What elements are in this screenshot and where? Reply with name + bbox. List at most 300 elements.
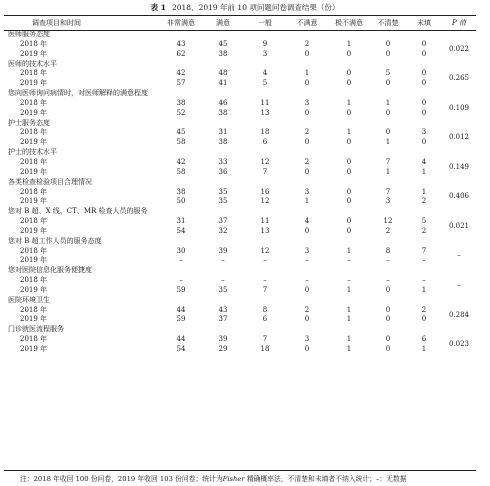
table-row — [4, 128, 476, 138]
header-satisfied: 满意 — [216, 19, 230, 27]
value-cell: 0 — [385, 305, 391, 314]
year-label: 2018 年 — [20, 276, 48, 285]
empty-cell — [244, 89, 286, 99]
value-cell: 42 — [176, 157, 186, 166]
group-title-row — [4, 89, 476, 99]
year-label: 2019 年 — [20, 49, 48, 58]
empty-cell — [406, 325, 442, 335]
table-row — [4, 286, 476, 296]
value-cell: 6 — [262, 138, 268, 147]
value-cell: 1 — [346, 285, 352, 294]
empty-cell — [286, 119, 328, 129]
table-row — [4, 197, 476, 207]
empty-cell — [244, 325, 286, 335]
bottom-rule — [4, 470, 476, 471]
empty-cell — [328, 60, 370, 70]
value-cell: 2 — [421, 197, 427, 206]
empty-cell — [370, 325, 406, 335]
value-cell: 2 — [385, 226, 391, 235]
value-cell: 0 — [421, 39, 427, 48]
value-cell: 62 — [176, 49, 186, 58]
empty-cell — [202, 207, 244, 217]
value-cell: 0 — [346, 187, 352, 196]
empty-cell — [286, 30, 328, 40]
value-cell: 0 — [304, 108, 310, 117]
empty-cell — [442, 325, 476, 335]
value-cell: 18 — [260, 345, 270, 353]
value-cell: 4 — [304, 217, 310, 226]
value-cell: 1 — [421, 285, 427, 294]
value-cell: 8 — [262, 305, 268, 314]
value-cell: 4 — [262, 69, 268, 78]
note-fisher: Fisher — [222, 475, 245, 483]
value-cell: 35 — [218, 285, 228, 294]
empty-cell — [244, 30, 286, 40]
empty-cell — [160, 119, 202, 129]
empty-cell — [406, 266, 442, 276]
empty-cell — [370, 60, 406, 70]
value-cell: 3 — [262, 49, 268, 58]
value-cell: 1 — [346, 246, 352, 255]
table-note — [20, 474, 407, 484]
value-cell: 0 — [304, 167, 310, 176]
value-cell: 11 — [260, 98, 270, 107]
empty-cell — [160, 266, 202, 276]
value-cell: 1 — [304, 69, 310, 78]
value-cell: 33 — [218, 157, 228, 166]
value-cell: 0 — [385, 79, 391, 88]
value-cell: 1 — [346, 128, 352, 137]
empty-cell — [442, 237, 476, 247]
empty-cell — [286, 89, 328, 99]
value-cell: 9 — [262, 39, 268, 48]
value-cell: 46 — [218, 98, 228, 107]
value-cell: 7 — [262, 285, 268, 294]
empty-cell — [406, 60, 442, 70]
value-cell: – — [422, 276, 426, 285]
value-cell: 0 — [421, 108, 427, 117]
value-cell: 31 — [218, 128, 228, 137]
empty-cell — [370, 237, 406, 247]
value-cell: 32 — [218, 226, 228, 235]
empty-cell — [328, 119, 370, 129]
value-cell: 1 — [385, 167, 391, 176]
table-caption — [0, 2, 490, 13]
p-value: 0.149 — [448, 162, 470, 171]
empty-cell — [244, 60, 286, 70]
header-unfilled: 未填 — [417, 19, 431, 27]
value-cell: – — [386, 256, 390, 265]
value-cell: 35 — [218, 187, 228, 196]
empty-cell — [244, 148, 286, 158]
value-cell: 6 — [421, 335, 427, 344]
empty-cell — [202, 266, 244, 276]
value-cell: 3 — [304, 98, 310, 107]
year-label: 2018 年 — [20, 69, 48, 78]
group-title-row — [4, 207, 476, 217]
p-value: 0.021 — [448, 221, 470, 230]
group-title-row — [4, 119, 476, 129]
value-cell: 1 — [385, 138, 391, 147]
year-label: 2019 年 — [20, 285, 48, 294]
value-cell: 1 — [346, 345, 352, 353]
value-cell: – — [263, 256, 267, 265]
value-cell: 50 — [176, 197, 186, 206]
header-very-dissatisfied: 极不满意 — [335, 19, 363, 27]
table-row — [4, 109, 476, 119]
empty-cell — [370, 30, 406, 40]
value-cell: – — [422, 256, 426, 265]
empty-cell — [286, 178, 328, 188]
value-cell: – — [179, 256, 183, 265]
group-title: 医师的技术水平 — [8, 59, 57, 68]
header-row — [4, 16, 476, 30]
value-cell: 16 — [260, 187, 270, 196]
value-cell: 0 — [304, 345, 310, 353]
p-value: 0.284 — [448, 310, 470, 319]
value-cell: 0 — [421, 69, 427, 78]
value-cell: 6 — [262, 315, 268, 324]
group-title-row — [4, 30, 476, 40]
table-row — [4, 168, 476, 178]
empty-cell — [406, 148, 442, 158]
empty-cell — [160, 207, 202, 217]
table-row — [4, 188, 476, 198]
table-title: 2018、2019 年前 10 项问题问卷调查结果（份） — [171, 3, 340, 12]
value-cell: 1 — [346, 315, 352, 324]
empty-cell — [202, 237, 244, 247]
value-cell: 3 — [385, 197, 391, 206]
value-cell: – — [305, 256, 309, 265]
group-title: 护士的技术水平 — [8, 148, 57, 157]
table-row — [4, 306, 476, 316]
empty-cell — [328, 148, 370, 158]
empty-cell — [406, 178, 442, 188]
value-cell: 0 — [304, 49, 310, 58]
value-cell: 52 — [176, 108, 186, 117]
group-title-row — [4, 148, 476, 158]
value-cell: – — [347, 256, 351, 265]
year-label: 2019 年 — [20, 79, 48, 88]
year-label: 2019 年 — [20, 197, 48, 206]
empty-cell — [160, 89, 202, 99]
value-cell: 7 — [421, 246, 427, 255]
empty-cell — [244, 296, 286, 306]
value-cell: 0 — [385, 345, 391, 353]
value-cell: 12 — [260, 197, 270, 206]
table-row — [4, 79, 476, 89]
p-value: 0.406 — [448, 192, 470, 201]
empty-cell — [442, 60, 476, 70]
empty-cell — [244, 119, 286, 129]
group-title: 各类检查检验项目合理情况 — [8, 177, 92, 186]
empty-cell — [370, 119, 406, 129]
value-cell: 45 — [176, 128, 186, 137]
empty-cell — [442, 207, 476, 217]
table-row — [4, 276, 476, 286]
value-cell: 13 — [260, 108, 270, 117]
header-dissatisfied: 不满意 — [296, 19, 318, 27]
value-cell: 2 — [304, 305, 310, 314]
survey-results-table — [4, 16, 476, 355]
empty-cell — [328, 178, 370, 188]
value-cell: 1 — [346, 98, 352, 107]
group-title: 门诊就医流程服务 — [8, 325, 64, 334]
value-cell: 0 — [346, 79, 352, 88]
note-suffix: 精确概率法，不清楚和未填者不纳入统计；–：无数据 — [244, 475, 407, 483]
empty-cell — [442, 148, 476, 158]
empty-cell — [328, 30, 370, 40]
table-row — [4, 50, 476, 60]
empty-cell — [202, 60, 244, 70]
value-cell: 57 — [176, 79, 186, 88]
empty-cell — [328, 325, 370, 335]
empty-cell — [442, 30, 476, 40]
table-row — [4, 345, 476, 355]
value-cell: 0 — [346, 108, 352, 117]
value-cell: 43 — [176, 39, 186, 48]
year-label: 2019 年 — [20, 108, 48, 117]
value-cell: 30 — [176, 246, 186, 255]
value-cell: 29 — [218, 345, 228, 353]
empty-cell — [244, 237, 286, 247]
value-cell: 0 — [385, 285, 391, 294]
table-row — [4, 69, 476, 79]
value-cell: 2 — [304, 39, 310, 48]
value-cell: 43 — [218, 305, 228, 314]
value-cell: 1 — [346, 39, 352, 48]
value-cell: 0 — [346, 138, 352, 147]
empty-cell — [406, 207, 442, 217]
value-cell: 1 — [304, 197, 310, 206]
value-cell: 0 — [304, 285, 310, 294]
empty-cell — [244, 178, 286, 188]
value-cell: 37 — [218, 315, 228, 324]
value-cell: 0 — [346, 217, 352, 226]
value-cell: – — [179, 276, 183, 285]
value-cell: 0 — [385, 128, 391, 137]
value-cell: 0 — [385, 39, 391, 48]
empty-cell — [328, 237, 370, 247]
value-cell: 7 — [385, 157, 391, 166]
group-title-row — [4, 325, 476, 335]
value-cell: 0 — [421, 79, 427, 88]
table-row — [4, 227, 476, 237]
value-cell: 12 — [383, 217, 393, 226]
value-cell: 38 — [218, 138, 228, 147]
value-cell: 0 — [385, 108, 391, 117]
group-title-row — [4, 296, 476, 306]
value-cell: 0 — [385, 335, 391, 344]
empty-cell — [406, 119, 442, 129]
year-label: 2019 年 — [20, 315, 48, 324]
empty-cell — [370, 296, 406, 306]
value-cell: 2 — [421, 226, 427, 235]
empty-cell — [406, 296, 442, 306]
empty-cell — [244, 207, 286, 217]
value-cell: 38 — [176, 98, 186, 107]
empty-cell — [202, 178, 244, 188]
year-label: 2019 年 — [20, 256, 48, 265]
group-title-row — [4, 60, 476, 70]
empty-cell — [370, 207, 406, 217]
value-cell: 1 — [385, 98, 391, 107]
value-cell: 1 — [421, 167, 427, 176]
value-cell: 0 — [346, 226, 352, 235]
p-value: 0.022 — [448, 44, 470, 53]
value-cell: 0 — [346, 157, 352, 166]
year-label: 2018 年 — [20, 187, 48, 196]
empty-cell — [160, 296, 202, 306]
empty-cell — [370, 148, 406, 158]
empty-cell — [202, 148, 244, 158]
header-unclear: 不清楚 — [377, 19, 399, 27]
value-cell: 3 — [304, 187, 310, 196]
year-label: 2019 年 — [20, 138, 48, 147]
value-cell: – — [221, 276, 225, 285]
value-cell: 2 — [304, 128, 310, 137]
value-cell: 39 — [218, 335, 228, 344]
value-cell: – — [386, 276, 390, 285]
header-very-satisfied: 非常满意 — [167, 19, 195, 27]
empty-cell — [328, 207, 370, 217]
value-cell: 3 — [304, 335, 310, 344]
value-cell: 37 — [218, 217, 228, 226]
value-cell: – — [305, 276, 309, 285]
year-label: 2019 年 — [20, 226, 48, 235]
year-label: 2018 年 — [20, 98, 48, 107]
year-label: 2018 年 — [20, 246, 48, 255]
value-cell: 13 — [260, 226, 270, 235]
empty-cell — [442, 266, 476, 276]
table-row — [4, 217, 476, 227]
year-label: 2018 年 — [20, 128, 48, 137]
value-cell: 5 — [421, 217, 427, 226]
value-cell: 11 — [260, 217, 270, 226]
group-title-row — [4, 178, 476, 188]
empty-cell — [202, 119, 244, 129]
value-cell: 0 — [421, 49, 427, 58]
table-row — [4, 335, 476, 345]
table-row — [4, 256, 476, 266]
empty-cell — [442, 89, 476, 99]
group-title-row — [4, 266, 476, 276]
empty-cell — [406, 30, 442, 40]
year-label: 2018 年 — [20, 305, 48, 314]
value-cell: 0 — [346, 49, 352, 58]
value-cell: 0 — [346, 69, 352, 78]
value-cell: 31 — [176, 217, 186, 226]
table-row — [4, 138, 476, 148]
header-p-value: P 值 — [452, 19, 466, 27]
value-cell: 5 — [262, 79, 268, 88]
note-prefix: 注：2018 年收回 100 份问卷，2019 年收回 103 份问卷；统计为 — [20, 475, 223, 483]
value-cell: 39 — [218, 246, 228, 255]
empty-cell — [202, 296, 244, 306]
empty-cell — [286, 60, 328, 70]
value-cell: 0 — [421, 98, 427, 107]
value-cell: 0 — [421, 315, 427, 324]
value-cell: 7 — [385, 187, 391, 196]
empty-cell — [202, 89, 244, 99]
empty-cell — [160, 237, 202, 247]
value-cell: 2 — [304, 157, 310, 166]
year-label: 2018 年 — [20, 157, 48, 166]
p-value: 0.109 — [448, 103, 470, 112]
value-cell: 54 — [176, 345, 186, 353]
empty-cell — [328, 266, 370, 276]
value-cell: 38 — [176, 187, 186, 196]
value-cell: 4 — [421, 157, 427, 166]
year-label: 2018 年 — [20, 335, 48, 344]
group-title: 您向医师询问病情时，对医师解释的满意程度 — [8, 89, 148, 98]
p-value: – — [457, 281, 461, 290]
value-cell: 8 — [385, 246, 391, 255]
value-cell: 1 — [421, 187, 427, 196]
p-value: 0.023 — [448, 340, 470, 349]
value-cell: 0 — [346, 197, 352, 206]
value-cell: – — [263, 276, 267, 285]
year-label: 2018 年 — [20, 217, 48, 226]
empty-cell — [370, 178, 406, 188]
value-cell: 5 — [385, 69, 391, 78]
empty-cell — [406, 237, 442, 247]
empty-cell — [406, 89, 442, 99]
group-title: 您对 B 超工作人员的服务态度 — [8, 236, 102, 245]
empty-cell — [442, 296, 476, 306]
value-cell: 7 — [262, 335, 268, 344]
empty-cell — [286, 237, 328, 247]
header-neutral: 一般 — [258, 19, 272, 27]
empty-cell — [370, 89, 406, 99]
empty-cell — [160, 325, 202, 335]
value-cell: 0 — [346, 167, 352, 176]
empty-cell — [442, 178, 476, 188]
empty-cell — [286, 148, 328, 158]
value-cell: 44 — [176, 335, 186, 344]
value-cell: 59 — [176, 285, 186, 294]
value-cell: 1 — [346, 335, 352, 344]
value-cell: 0 — [304, 138, 310, 147]
value-cell: 0 — [304, 315, 310, 324]
empty-cell — [160, 178, 202, 188]
value-cell: 38 — [218, 49, 228, 58]
empty-cell — [286, 266, 328, 276]
table-row — [4, 158, 476, 168]
group-title: 您对医院信息化服务便捷度 — [8, 266, 92, 275]
table-row — [4, 40, 476, 50]
table-row — [4, 247, 476, 257]
empty-cell — [244, 266, 286, 276]
value-cell: 36 — [218, 167, 228, 176]
value-cell: 38 — [218, 108, 228, 117]
group-title: 医师服务态度 — [8, 30, 50, 38]
value-cell: 0 — [421, 138, 427, 147]
empty-cell — [160, 60, 202, 70]
value-cell: 58 — [176, 138, 186, 147]
value-cell: 1 — [421, 345, 427, 353]
value-cell: 0 — [385, 315, 391, 324]
group-title-row — [4, 237, 476, 247]
value-cell: 7 — [262, 167, 268, 176]
empty-cell — [370, 266, 406, 276]
value-cell: 3 — [304, 246, 310, 255]
table-body — [4, 30, 476, 355]
group-title: 医院环境卫生 — [8, 295, 50, 304]
year-label: 2018 年 — [20, 39, 48, 48]
empty-cell — [286, 207, 328, 217]
group-title: 您对 B 超、X 线、CT、MR 检查人员的服务 — [8, 207, 148, 216]
